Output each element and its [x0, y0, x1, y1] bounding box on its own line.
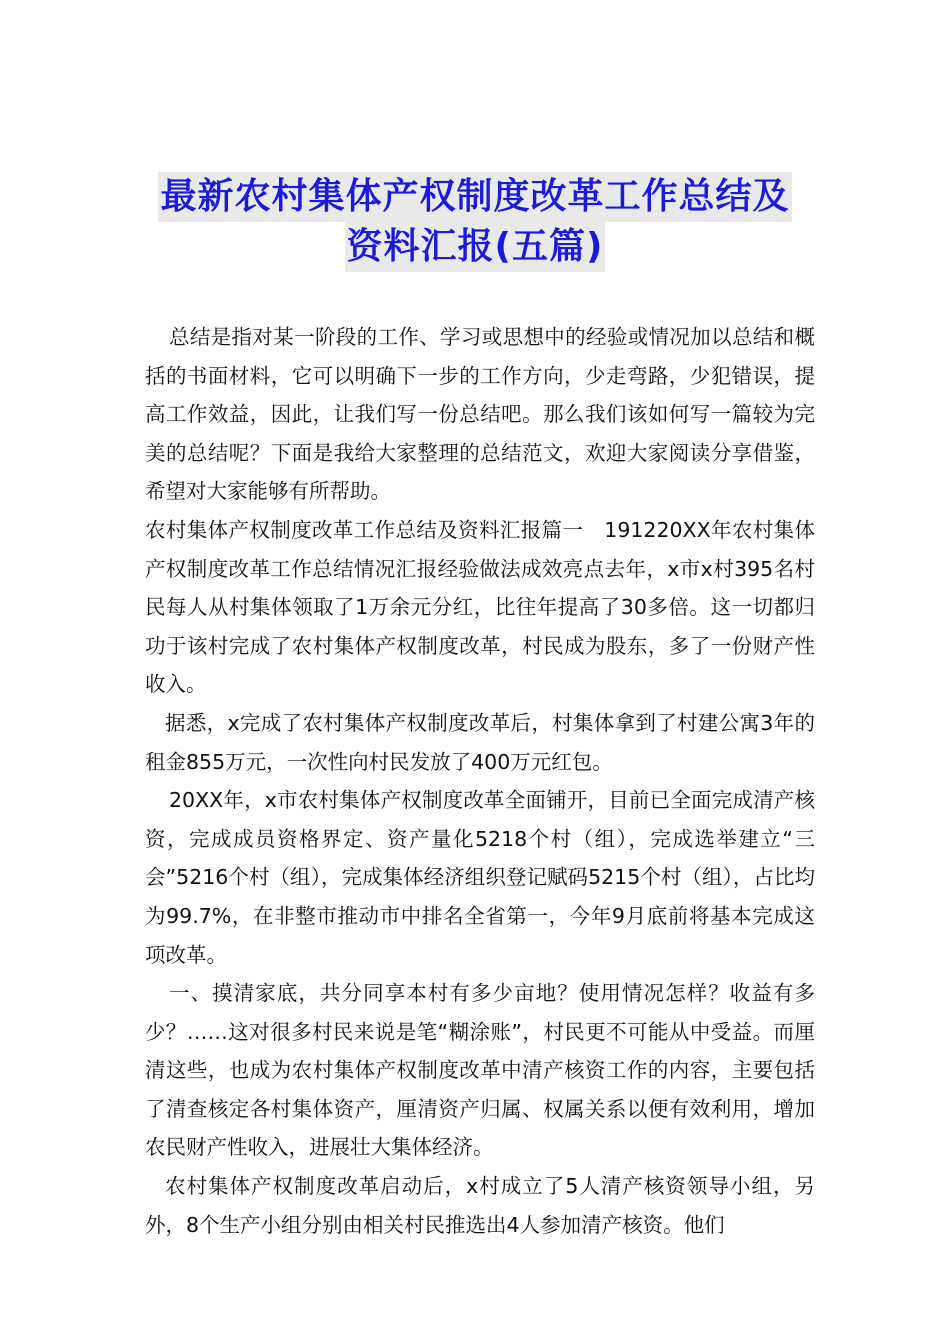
document-body — [145, 318, 815, 1244]
paragraph-heading-one: 一、摸清家底，共分同享本村有多少亩地？使用情况怎样？收益有多少？……这对很多村民来说是笔“糊涂账”，村民更不可能从中受益。而厘清这些，也成为农村集体产权制度改革中清产核资工作的内容，主要包括了清查核定各村集体资产，厘清资产归属、权属关系以便有效利用，增加农民财产性收入，进展壮大集体经济。 — [145, 981, 815, 1160]
paragraph-intro: 总结是指对某一阶段的工作、学习或思想中的经验或情况加以总结和概括的书面材料，它可以明确下一步的工作方向，少走弯路，少犯错误，提高工作效益，因此，让我们写一份总结吧。那么我们该如何写一篇较为完美的总结呢？下面是我给大家整理的总结范文，欢迎大家阅读分享借鉴，希望对大家能够有所帮助。 — [145, 325, 815, 504]
paragraph-progress: 20XX年，x市农村集体产权制度改革全面铺开，目前已全面完成清产核资，完成成员资格界定、资产量化5218个村（组），完成选举建立“三会”5216个村（组），完成集体经济组织登记赋码5215个村（组），占比均为99.7%，在非整市推动市中排名全省第一，今年9月底前将基本完成这项改革。 — [145, 788, 815, 967]
document-title — [140, 172, 810, 272]
title-line-1: 最新农村集体产权制度改革工作总结及 — [158, 172, 791, 222]
title-line-2: 资料汇报(五篇) — [345, 222, 606, 272]
paragraph-section-one: 农村集体产权制度改革工作总结及资料汇报篇一 191220XX年农村集体产权制度改革工作总结情况汇报经验做法成效亮点去年，x市x村395名村民每人从村集体领取了1万余元分红，比往年提高了30多倍。这一切都归功于该村完成了农村集体产权制度改革，村民成为股东，多了一份财产性收入。 — [145, 517, 815, 697]
paragraph-team: 农村集体产权制度改革启动后，x村成立了5人清产核资领导小组，另外，8个生产小组分别由相关村民推选出4人参加清产核资。他们 — [145, 1174, 815, 1237]
paragraph-rent: 据悉，x完成了农村集体产权制度改革后，村集体拿到了村建公寓3年的租金855万元，一次性向村民发放了400万元红包。 — [145, 710, 815, 774]
